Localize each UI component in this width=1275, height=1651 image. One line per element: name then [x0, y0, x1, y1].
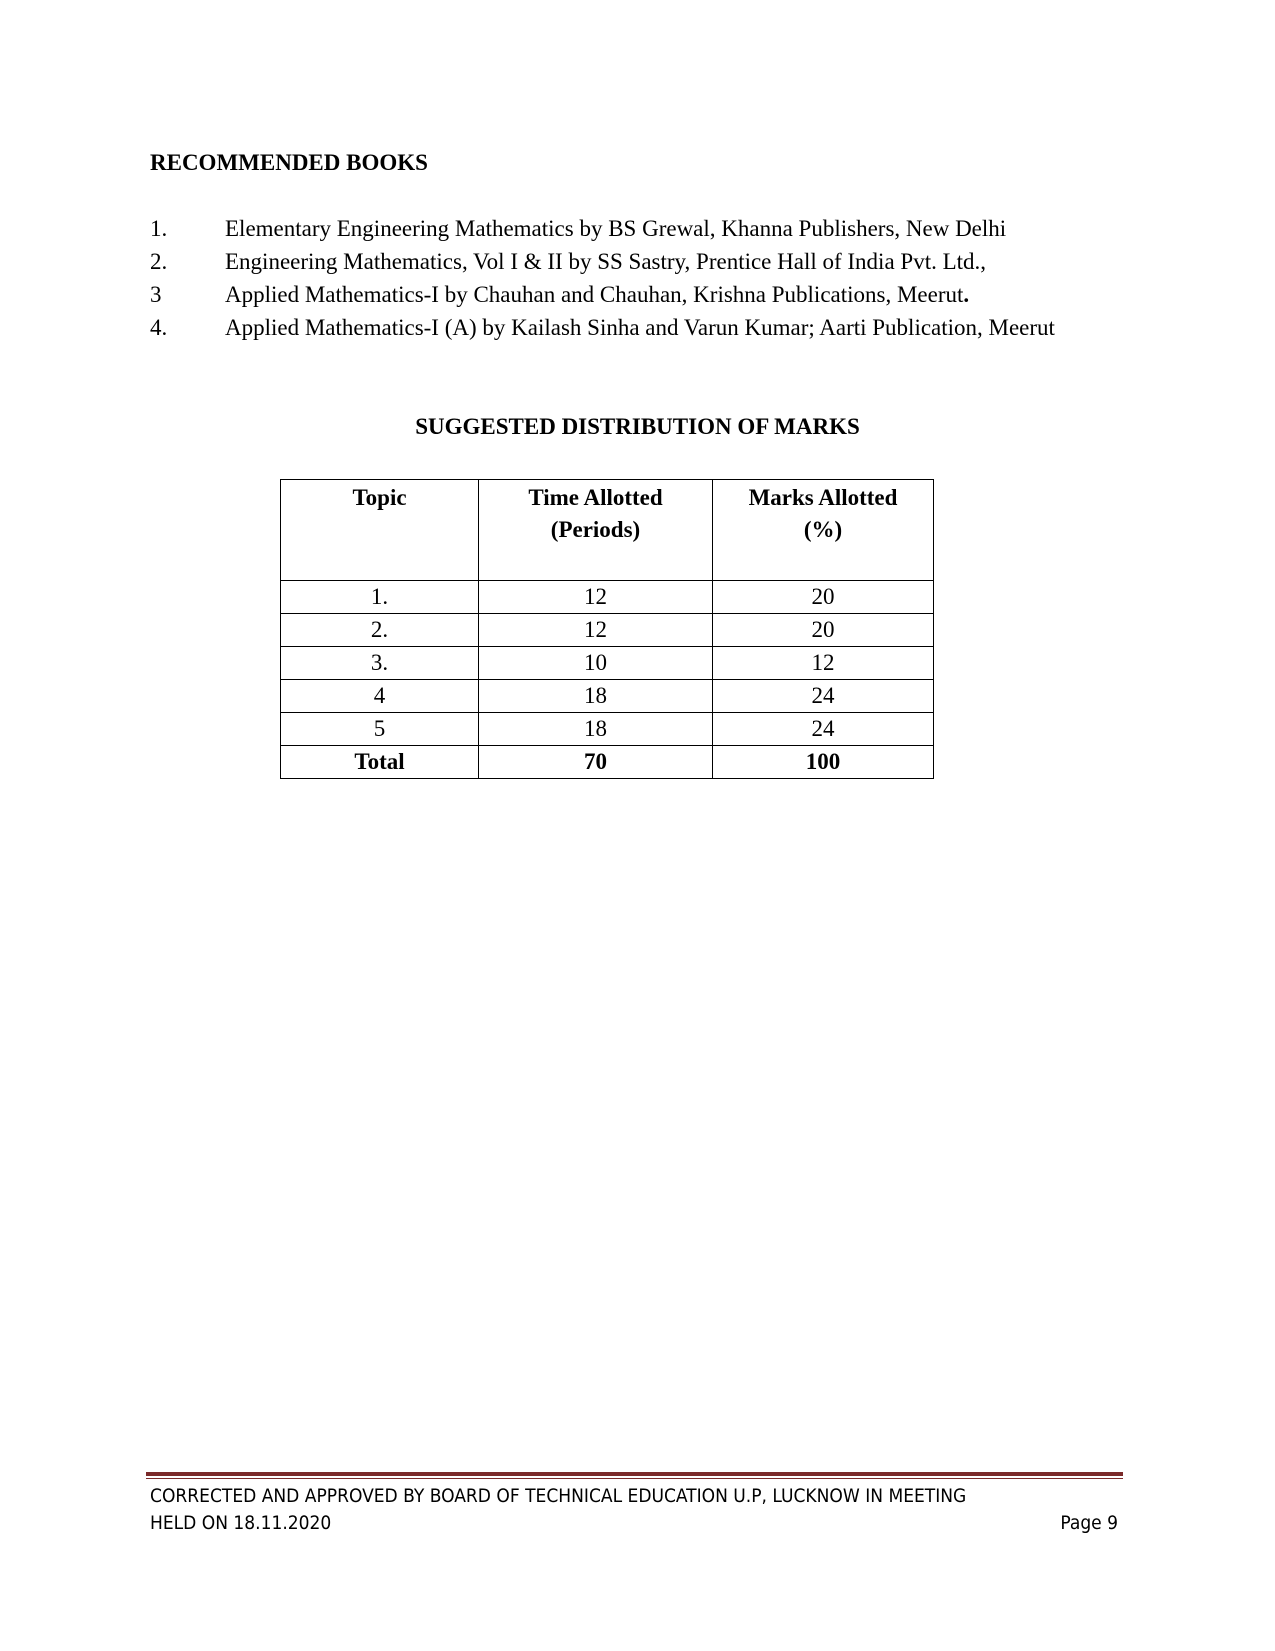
table-row	[281, 581, 934, 614]
cell-topic: 5	[281, 713, 479, 746]
header-topic: Topic	[281, 480, 479, 581]
distribution-title: SUGGESTED DISTRIBUTION OF MARKS	[415, 414, 860, 439]
book-tail: .	[963, 282, 970, 307]
page-number: Page 9	[1060, 1512, 1118, 1534]
book-title: Engineering Mathematics, Vol I & II by SS Sastry, Prentice Hall of India Pvt. Ltd.,	[225, 249, 987, 274]
book-title: Applied Mathematics-I by Chauhan and Chauhan, Krishna Publications, Meerut	[225, 282, 964, 307]
table-row	[281, 647, 934, 680]
cell-marks: 20	[713, 614, 934, 647]
cell-marks: 12	[713, 647, 934, 680]
header-time-allotted: Time Allotted (Periods)	[479, 480, 713, 581]
cell-total-time: 70	[479, 746, 713, 779]
header-marks-allotted: Marks Allotted (%)	[713, 480, 934, 581]
cell-topic: 3.	[281, 647, 479, 680]
page-footer	[150, 1483, 1118, 1537]
table-row	[281, 713, 934, 746]
cell-topic: 2.	[281, 614, 479, 647]
cell-total-marks: 100	[713, 746, 934, 779]
recommended-books-list	[150, 212, 1122, 344]
cell-marks: 20	[713, 581, 934, 614]
cell-marks: 24	[713, 713, 934, 746]
list-item-text	[225, 212, 1122, 245]
table-total-row	[281, 746, 934, 779]
book-title: Applied Mathematics-I (A) by Kailash Sinha and Varun Kumar; Aarti Publication, Meerut	[225, 315, 1055, 340]
book-title: Elementary Engineering Mathematics by BS Grewal, Khanna Publishers, New Delhi	[225, 216, 1007, 241]
cell-time: 12	[479, 614, 713, 647]
list-item	[150, 311, 1122, 344]
table-header-row	[281, 480, 934, 581]
footer-approval-line: CORRECTED AND APPROVED BY BOARD OF TECHNICAL EDUCATION U.P, LUCKNOW IN MEETING	[150, 1485, 967, 1507]
footer-divider-thin	[146, 1478, 1123, 1479]
list-item-number: 4.	[150, 315, 168, 340]
cell-total-label: Total	[281, 746, 479, 779]
cell-topic: 4	[281, 680, 479, 713]
cell-time: 18	[479, 713, 713, 746]
list-item	[150, 278, 1122, 311]
list-item-number: 3	[150, 282, 162, 307]
cell-time: 18	[479, 680, 713, 713]
table-row	[281, 614, 934, 647]
footer-meeting-date: HELD ON 18.11.2020	[150, 1512, 332, 1534]
cell-marks: 24	[713, 680, 934, 713]
marks-distribution-table	[280, 479, 934, 779]
footer-second-line	[150, 1510, 1118, 1537]
list-item-number: 1.	[150, 216, 168, 241]
list-item-text	[225, 278, 1122, 311]
cell-time: 10	[479, 647, 713, 680]
list-item	[150, 245, 1122, 278]
list-item-number: 2.	[150, 249, 168, 274]
list-item	[150, 212, 1122, 245]
cell-time: 12	[479, 581, 713, 614]
list-item-text	[225, 311, 1122, 344]
list-item-text	[225, 245, 1122, 278]
footer-divider	[146, 1472, 1123, 1476]
table-row	[281, 680, 934, 713]
recommended-books-heading: RECOMMENDED BOOKS	[150, 150, 428, 175]
cell-topic: 1.	[281, 581, 479, 614]
